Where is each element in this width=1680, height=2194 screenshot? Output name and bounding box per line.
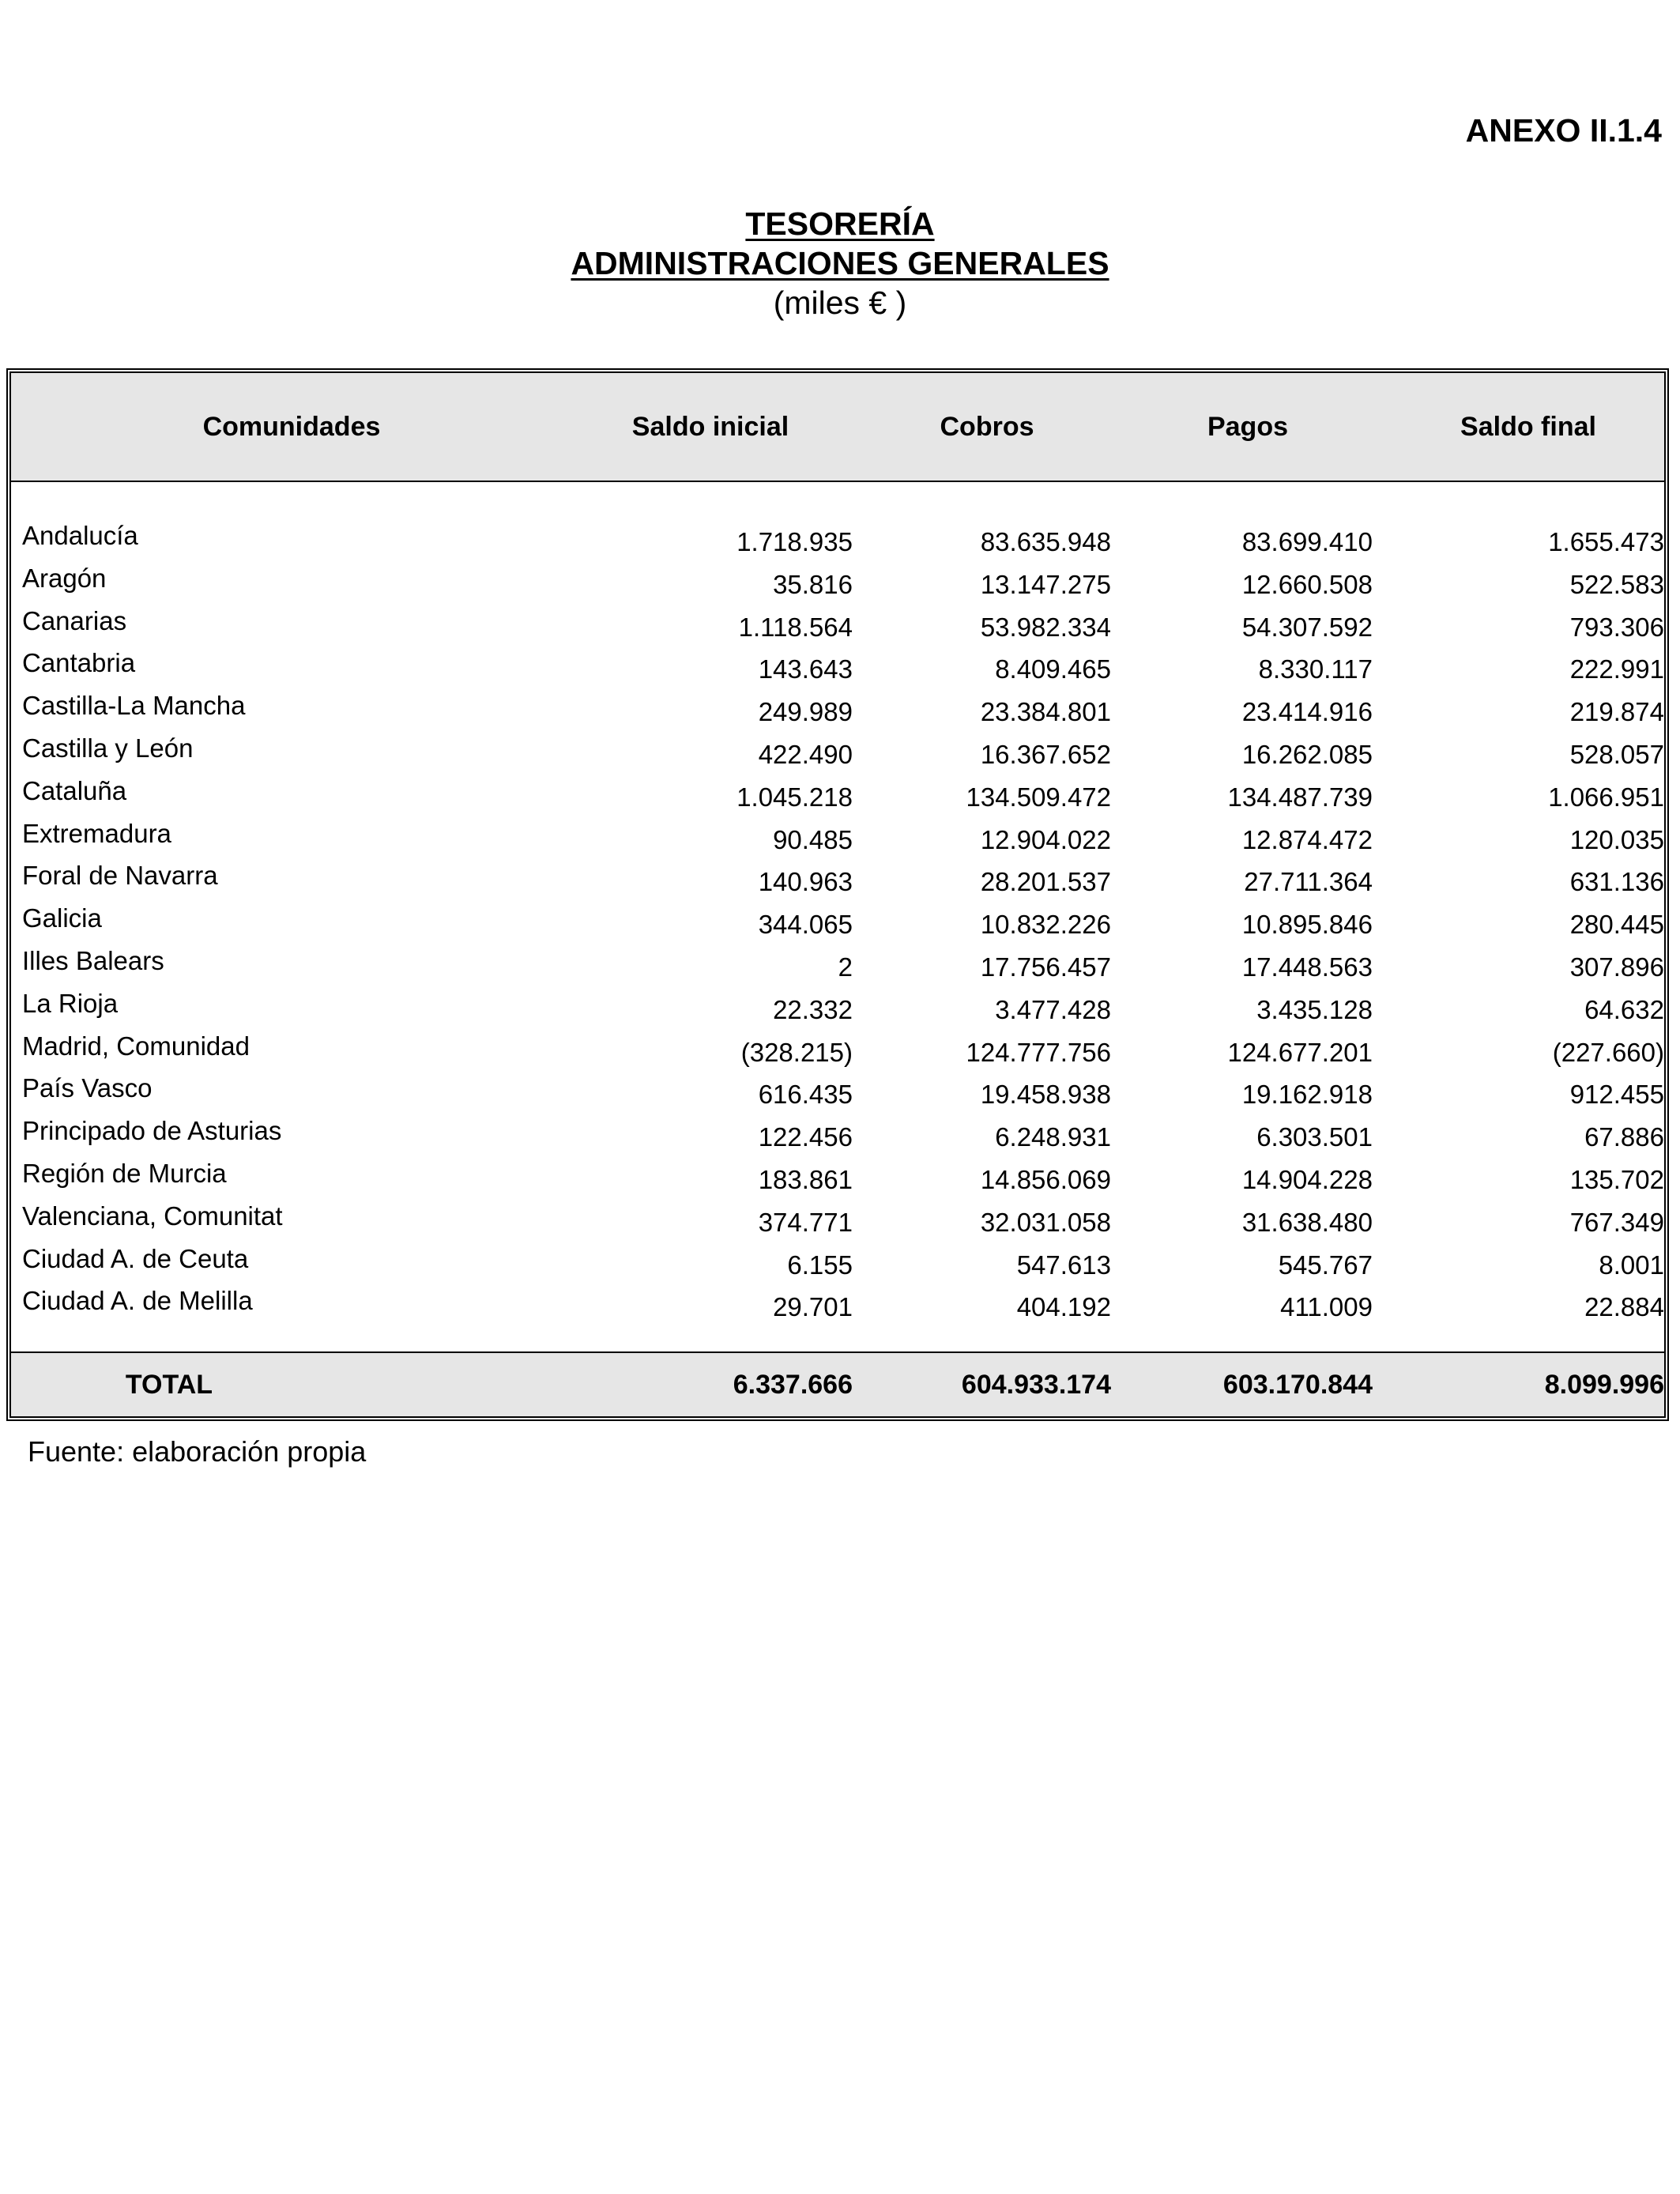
table-row [11, 944, 1664, 986]
row-cobros: 19.458.938 [980, 1080, 1111, 1110]
row-saldo-final: 120.035 [1569, 824, 1664, 854]
row-saldo-inicial: 1.718.935 [736, 527, 853, 556]
row-saldo-final: (227.660) [1552, 1037, 1664, 1067]
row-saldo-inicial: 90.485 [773, 824, 853, 854]
row-comunidad: Cantabria [22, 648, 136, 678]
row-comunidad: Madrid, Comunidad [22, 1031, 250, 1061]
row-saldo-inicial: 1.045.218 [736, 782, 853, 812]
total-cobros: 604.933.174 [961, 1370, 1111, 1400]
row-saldo-inicial: 22.332 [773, 994, 853, 1024]
document-title: TESORERÍA [745, 205, 935, 242]
table-total-row [11, 1351, 1664, 1416]
table-row [11, 858, 1664, 901]
title-block [0, 204, 1680, 322]
row-pagos: 19.162.918 [1241, 1080, 1373, 1110]
row-comunidad: Castilla-La Mancha [22, 691, 246, 721]
row-saldo-inicial: 422.490 [758, 739, 853, 769]
row-cobros: 404.192 [1016, 1292, 1111, 1322]
row-cobros: 83.635.948 [980, 527, 1111, 556]
units-label: (miles € ) [773, 285, 907, 321]
row-cobros: 17.756.457 [980, 952, 1111, 982]
row-saldo-inicial: (328.215) [740, 1037, 853, 1067]
row-comunidad: Foral de Navarra [22, 861, 218, 891]
header-cobros: Cobros [940, 412, 1034, 442]
row-saldo-final: 8.001 [1599, 1250, 1664, 1280]
row-pagos: 54.307.592 [1241, 612, 1373, 642]
row-pagos: 134.487.739 [1227, 782, 1373, 812]
row-comunidad: Región de Murcia [22, 1158, 227, 1188]
row-cobros: 13.147.275 [980, 569, 1111, 599]
row-comunidad: Aragón [22, 563, 107, 593]
row-saldo-final: 522.583 [1569, 569, 1664, 599]
row-saldo-inicial: 143.643 [758, 654, 853, 684]
row-cobros: 14.856.069 [980, 1164, 1111, 1194]
row-saldo-inicial: 1.118.564 [738, 612, 853, 642]
total-saldo-inicial: 6.337.666 [733, 1370, 853, 1400]
row-cobros: 10.832.226 [980, 910, 1111, 940]
table-row [11, 604, 1664, 647]
row-saldo-final: 222.991 [1569, 654, 1664, 684]
row-comunidad: Ciudad A. de Ceuta [22, 1243, 249, 1273]
table-row [11, 774, 1664, 816]
row-cobros: 8.409.465 [995, 654, 1111, 684]
row-pagos: 8.330.117 [1258, 654, 1373, 684]
row-cobros: 23.384.801 [980, 697, 1111, 727]
row-saldo-final: 1.655.473 [1548, 527, 1664, 556]
total-label: TOTAL [125, 1370, 213, 1400]
row-comunidad: Galicia [22, 903, 102, 933]
row-pagos: 411.009 [1280, 1292, 1373, 1322]
table-header [11, 373, 1664, 482]
table-row [11, 561, 1664, 604]
source-note: Fuente: elaboración propia [28, 1435, 367, 1468]
row-comunidad: Extremadura [22, 818, 171, 848]
row-saldo-final: 135.702 [1569, 1164, 1664, 1194]
header-comunidades: Comunidades [202, 412, 381, 442]
row-saldo-inicial: 140.963 [758, 867, 853, 897]
table-row [11, 1156, 1664, 1199]
table-row [11, 646, 1664, 688]
row-pagos: 31.638.480 [1241, 1207, 1373, 1237]
total-saldo-final: 8.099.996 [1544, 1370, 1664, 1400]
row-saldo-inicial: 6.155 [787, 1250, 853, 1280]
table-row [11, 518, 1664, 561]
row-comunidad: Principado de Asturias [22, 1116, 282, 1146]
table-row [11, 1199, 1664, 1242]
row-pagos: 16.262.085 [1241, 739, 1373, 769]
row-saldo-final: 67.886 [1584, 1122, 1664, 1152]
row-pagos: 14.904.228 [1241, 1164, 1373, 1194]
row-pagos: 6.303.501 [1256, 1122, 1373, 1152]
row-saldo-inicial: 249.989 [758, 697, 853, 727]
row-cobros: 3.477.428 [995, 994, 1111, 1024]
row-cobros: 16.367.652 [980, 739, 1111, 769]
row-saldo-inicial: 122.456 [758, 1122, 853, 1152]
table-row [11, 1114, 1664, 1156]
row-pagos: 3.435.128 [1256, 994, 1373, 1024]
table-row [11, 1242, 1664, 1284]
row-saldo-final: 631.136 [1569, 867, 1664, 897]
row-saldo-inicial: 35.816 [773, 569, 853, 599]
row-pagos: 23.414.916 [1241, 697, 1373, 727]
row-pagos: 27.711.364 [1244, 867, 1373, 897]
row-cobros: 124.777.756 [966, 1037, 1111, 1067]
row-pagos: 17.448.563 [1241, 952, 1373, 982]
header-pagos: Pagos [1207, 412, 1289, 442]
row-saldo-inicial: 344.065 [758, 910, 853, 940]
table-row [11, 816, 1664, 859]
row-comunidad: Andalucía [22, 521, 138, 550]
treasury-table [6, 368, 1669, 1421]
row-saldo-final: 219.874 [1569, 697, 1664, 727]
annex-label: ANEXO II.1.4 [1465, 112, 1662, 149]
table-row [11, 1284, 1664, 1326]
table-row [11, 986, 1664, 1029]
row-cobros: 134.509.472 [966, 782, 1111, 812]
row-saldo-inicial: 616.435 [758, 1080, 853, 1110]
row-comunidad: Ciudad A. de Melilla [22, 1286, 253, 1316]
row-saldo-inicial: 2 [838, 952, 853, 982]
row-comunidad: Illes Balears [22, 945, 164, 975]
row-comunidad: Castilla y León [22, 733, 194, 763]
row-cobros: 12.904.022 [980, 824, 1111, 854]
row-comunidad: País Vasco [22, 1073, 153, 1103]
table-row [11, 688, 1664, 731]
table-body [11, 518, 1664, 1326]
row-saldo-final: 528.057 [1569, 739, 1664, 769]
row-saldo-inicial: 374.771 [758, 1207, 853, 1237]
row-saldo-final: 912.455 [1569, 1080, 1664, 1110]
row-comunidad: Canarias [22, 605, 127, 635]
row-comunidad: La Rioja [22, 988, 119, 1018]
row-pagos: 12.660.508 [1241, 569, 1373, 599]
total-pagos: 603.170.844 [1222, 1370, 1373, 1400]
row-saldo-final: 767.349 [1569, 1207, 1664, 1237]
row-cobros: 53.982.334 [980, 612, 1111, 642]
row-pagos: 10.895.846 [1241, 910, 1373, 940]
row-comunidad: Cataluña [22, 775, 127, 805]
row-pagos: 12.874.472 [1241, 824, 1373, 854]
row-saldo-final: 307.896 [1569, 952, 1664, 982]
row-saldo-final: 22.884 [1584, 1292, 1664, 1322]
row-saldo-final: 64.632 [1584, 994, 1664, 1024]
table-row [11, 901, 1664, 944]
row-cobros: 547.613 [1016, 1250, 1111, 1280]
row-saldo-inicial: 29.701 [773, 1292, 853, 1322]
header-saldo-inicial: Saldo inicial [631, 412, 789, 442]
row-cobros: 6.248.931 [995, 1122, 1111, 1152]
row-comunidad: Valenciana, Comunitat [22, 1201, 283, 1231]
row-pagos: 83.699.410 [1241, 527, 1373, 556]
row-cobros: 28.201.537 [980, 867, 1111, 897]
document-subtitle: ADMINISTRACIONES GENERALES [571, 245, 1109, 281]
row-pagos: 545.767 [1278, 1250, 1373, 1280]
row-saldo-inicial: 183.861 [758, 1164, 853, 1194]
table-row [11, 1029, 1664, 1072]
header-saldo-final: Saldo final [1460, 412, 1596, 442]
row-saldo-final: 280.445 [1569, 910, 1664, 940]
row-saldo-final: 793.306 [1569, 612, 1664, 642]
table-row [11, 1071, 1664, 1114]
row-pagos: 124.677.201 [1227, 1037, 1373, 1067]
row-cobros: 32.031.058 [980, 1207, 1111, 1237]
table-row [11, 731, 1664, 774]
row-saldo-final: 1.066.951 [1548, 782, 1664, 812]
